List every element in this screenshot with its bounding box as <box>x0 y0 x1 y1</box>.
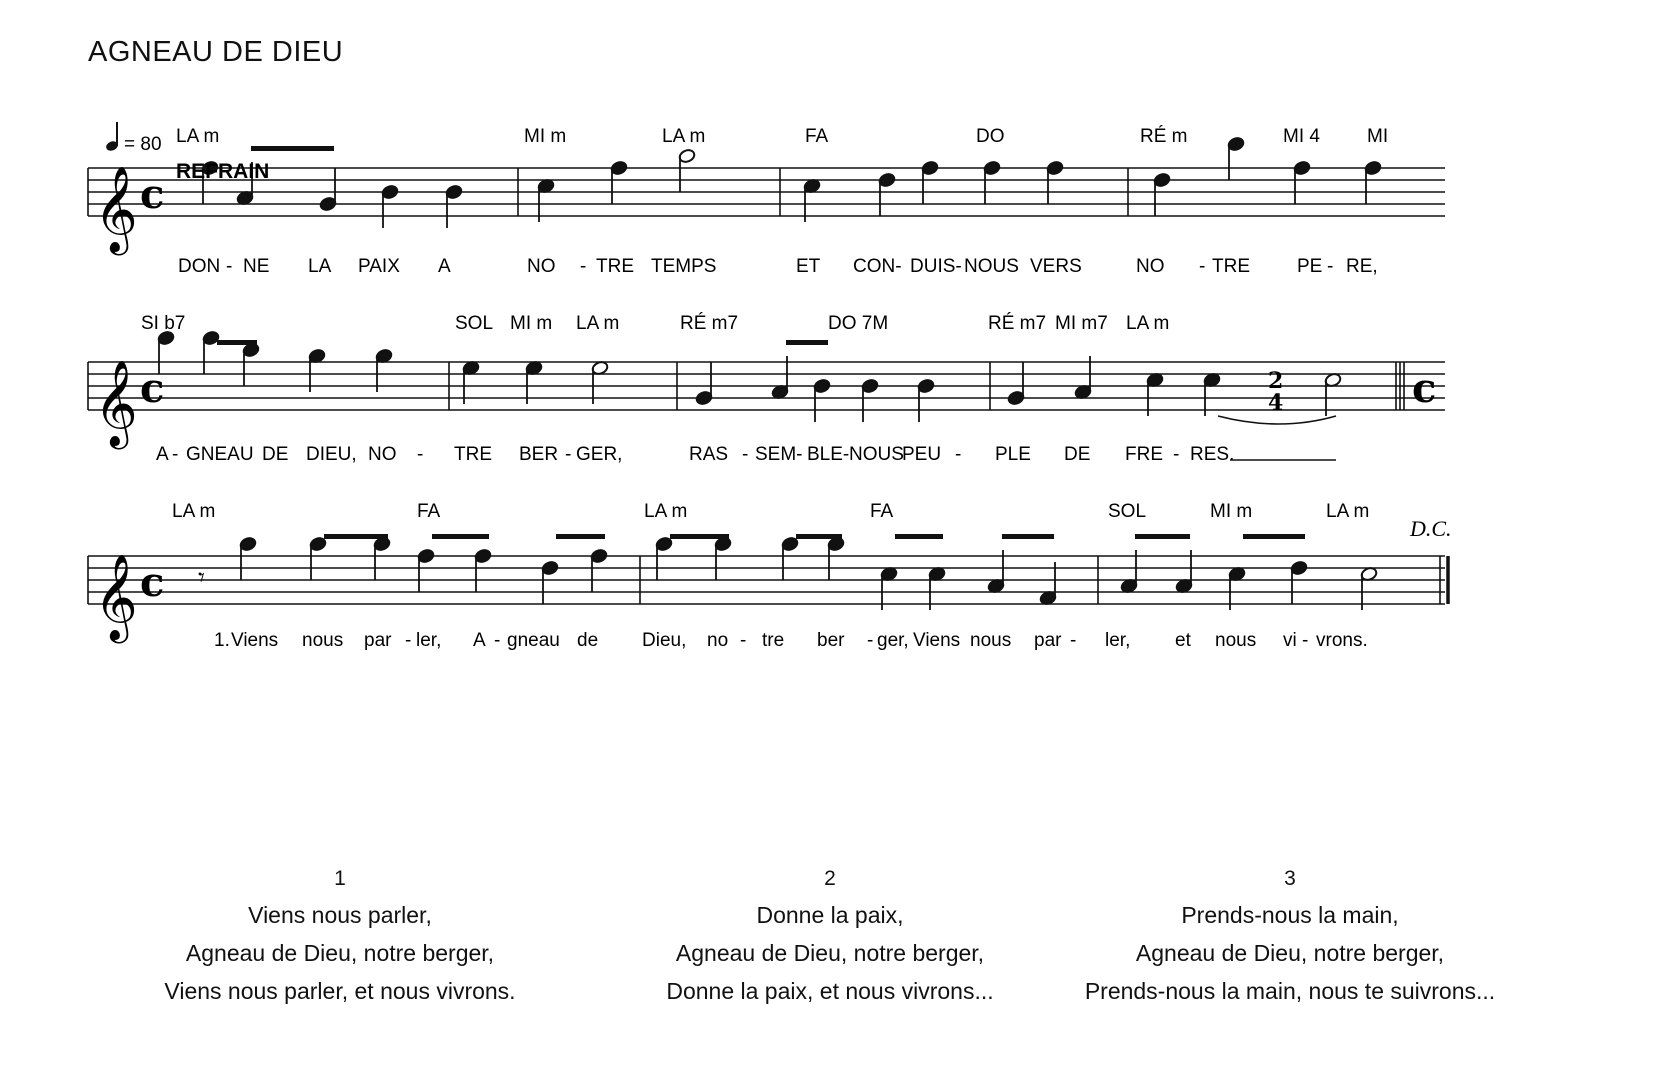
lyric-syllable: SEM- <box>755 444 803 465</box>
lyric-syllable: DUIS- <box>910 256 962 277</box>
verse-number: 2 <box>824 867 836 890</box>
lyric-syllable: GER, <box>576 444 623 465</box>
lyric-syllable: PAIX <box>358 256 400 277</box>
lyric-syllable: nous <box>302 630 344 651</box>
tempo-mark: = 80 <box>124 134 162 155</box>
song-title: AGNEAU DE DIEU <box>88 36 344 68</box>
note-beam <box>217 340 257 345</box>
verse-line: Viens nous parler, et nous vivrons. <box>164 978 516 1004</box>
common-time-icon: c <box>140 365 165 412</box>
lyric-syllable: - <box>1070 630 1077 651</box>
verse-1 <box>80 862 600 1010</box>
lyric-syllable: DIEU, <box>306 444 357 465</box>
chord-symbol: SOL <box>1108 501 1147 522</box>
verse-3 <box>1030 862 1550 1010</box>
lyric-syllable: NOUS <box>849 444 904 465</box>
lyric-syllable: vi <box>1283 630 1297 651</box>
lyric-syllable: FRE <box>1125 444 1163 465</box>
da-capo-mark: D.C. <box>1410 516 1452 541</box>
lyric-syllable: et <box>1175 630 1191 651</box>
lyric-syllable: Viens <box>913 630 961 651</box>
verse-line: Agneau de Dieu, notre berger, <box>1135 940 1445 966</box>
verse-line: Agneau de Dieu, notre berger, <box>675 940 985 966</box>
note-beam <box>796 534 842 539</box>
lyric-syllable: - <box>955 444 962 465</box>
lyric-syllable: NO <box>1136 256 1165 277</box>
lyric-syllable: Viens <box>231 630 279 651</box>
note-beam <box>432 534 489 539</box>
time-signature-top: 2 <box>1268 368 1284 394</box>
verse-number: 3 <box>1284 867 1296 890</box>
chord-symbol: SI b7 <box>141 313 186 334</box>
lyric-syllable: PLE <box>995 444 1031 465</box>
chord-symbol: RÉ m7 <box>680 313 739 334</box>
common-time-icon: c <box>140 559 165 606</box>
chord-symbol: LA m <box>176 126 220 147</box>
lyric-syllable: DON <box>178 256 221 277</box>
lyric-syllable: - <box>867 630 874 651</box>
chord-symbol: MI m <box>524 126 567 147</box>
lyric-syllable: gneau <box>507 630 560 651</box>
lyric-syllable: ler, <box>1105 630 1131 651</box>
chord-symbol: LA m <box>1126 313 1170 334</box>
time-signature-bottom: 4 <box>1268 390 1284 416</box>
refrain-label: REFRAIN <box>176 160 270 183</box>
lyric-syllable: TRE <box>1212 256 1250 277</box>
lyric-syllable: NE <box>243 256 270 277</box>
lyric-syllable: ler, <box>416 630 442 651</box>
chord-symbol: LA m <box>576 313 620 334</box>
lyric-syllable: no <box>707 630 729 651</box>
chord-symbol: LA m <box>662 126 706 147</box>
verse-line: Donne la paix, <box>756 902 904 928</box>
lyric-syllable: GNEAU <box>186 444 254 465</box>
chord-symbol: FA <box>417 501 441 522</box>
treble-clef-icon: 𝄞 <box>94 166 138 252</box>
lyric-syllable: ber <box>817 630 845 651</box>
lyric-syllable: VERS <box>1030 256 1082 277</box>
verse-line: Prends-nous la main, nous te suivrons... <box>1084 978 1496 1004</box>
note-beam <box>895 534 943 539</box>
note-beam <box>1002 534 1054 539</box>
lyric-syllable: A <box>156 444 169 465</box>
verse-number: 1 <box>334 867 346 890</box>
chord-symbol: FA <box>805 126 829 147</box>
treble-clef-icon: 𝄞 <box>94 360 138 446</box>
common-time-icon: c <box>1412 365 1437 412</box>
lyric-syllable: A <box>473 630 486 651</box>
lyric-syllable: - <box>742 444 749 465</box>
lyric-syllable: A <box>438 256 451 277</box>
lyric-syllable: Dieu, <box>642 630 687 651</box>
lyric-syllable: tre <box>762 630 785 651</box>
chord-symbol: LA m <box>1326 501 1370 522</box>
lyric-syllable: LA <box>308 256 332 277</box>
lyric-syllable: par <box>1034 630 1062 651</box>
chord-symbol: SOL <box>455 313 494 334</box>
note-beam <box>670 534 729 539</box>
note-beam <box>1135 534 1190 539</box>
chord-symbol: DO <box>976 126 1005 147</box>
lyric-syllable: DE <box>1064 444 1091 465</box>
lyric-syllable: - <box>226 256 233 277</box>
lyric-syllable: TRE <box>596 256 634 277</box>
eighth-rest-icon: 𝄾 <box>198 563 205 593</box>
chord-symbol: MI m <box>510 313 553 334</box>
lyric-syllable: nous <box>970 630 1012 651</box>
lyric-syllable: TRE <box>454 444 492 465</box>
chord-symbol: LA m <box>172 501 216 522</box>
lyric-syllable: RES. <box>1190 444 1235 465</box>
lyric-syllable: 1. <box>214 630 230 651</box>
chord-symbol: RÉ m7 <box>988 313 1047 334</box>
chord-symbol: FA <box>870 501 894 522</box>
lyric-syllable: BER <box>519 444 559 465</box>
lyric-syllable: TEMPS <box>651 256 717 277</box>
lyric-syllable: de <box>577 630 599 651</box>
lyric-syllable: - <box>1199 256 1206 277</box>
note-beam <box>1243 534 1305 539</box>
lyric-syllable: nous <box>1215 630 1257 651</box>
verse-line: Viens nous parler, <box>248 902 432 928</box>
lyric-syllable: - <box>172 444 179 465</box>
lyric-syllable: NO <box>368 444 397 465</box>
chord-symbol: DO 7M <box>828 313 889 334</box>
lyric-syllable: - <box>494 630 501 651</box>
note-beam <box>324 534 388 539</box>
note-beam <box>251 146 334 151</box>
verse-line: Agneau de Dieu, notre berger, <box>185 940 495 966</box>
lyric-syllable: DE <box>262 444 289 465</box>
chord-symbol: LA m <box>644 501 688 522</box>
chord-symbol: MI m <box>1210 501 1253 522</box>
chord-symbol: MI <box>1367 126 1389 147</box>
lyric-syllable: vrons. <box>1316 630 1368 651</box>
lyric-syllable: NOUS <box>964 256 1019 277</box>
lyric-syllable: - <box>417 444 424 465</box>
lyric-syllable: - <box>405 630 412 651</box>
lyric-syllable: RE, <box>1346 256 1378 277</box>
verse-line: Prends-nous la main, <box>1181 902 1399 928</box>
chord-symbol: RÉ m <box>1140 126 1188 147</box>
note-beam <box>556 534 605 539</box>
lyric-syllable: CON- <box>853 256 902 277</box>
common-time-icon: c <box>140 171 165 218</box>
lyric-syllable: PEU <box>902 444 942 465</box>
lyric-syllable: - <box>580 256 587 277</box>
chord-symbol: MI 4 <box>1283 126 1320 147</box>
lyric-syllable: NO <box>527 256 556 277</box>
note-beam <box>786 340 828 345</box>
tie <box>1218 416 1336 424</box>
verse-line: Donne la paix, et nous vivrons... <box>666 978 994 1004</box>
lyric-syllable: par <box>364 630 392 651</box>
lyric-syllable: - <box>740 630 747 651</box>
chord-symbol: MI m7 <box>1055 313 1108 334</box>
lyric-syllable: RAS <box>689 444 729 465</box>
lyric-syllable: BLE- <box>807 444 850 465</box>
lyric-syllable: ET <box>796 256 821 277</box>
treble-clef-icon: 𝄞 <box>94 554 138 640</box>
lyric-syllable: ger, <box>877 630 909 651</box>
lyric-syllable: - <box>1173 444 1180 465</box>
lyric-syllable: PE <box>1297 256 1323 277</box>
lyric-syllable: - <box>1327 256 1334 277</box>
verse-2 <box>570 862 1090 1010</box>
lyric-syllable: - <box>1302 630 1309 651</box>
lyric-syllable: - <box>565 444 572 465</box>
